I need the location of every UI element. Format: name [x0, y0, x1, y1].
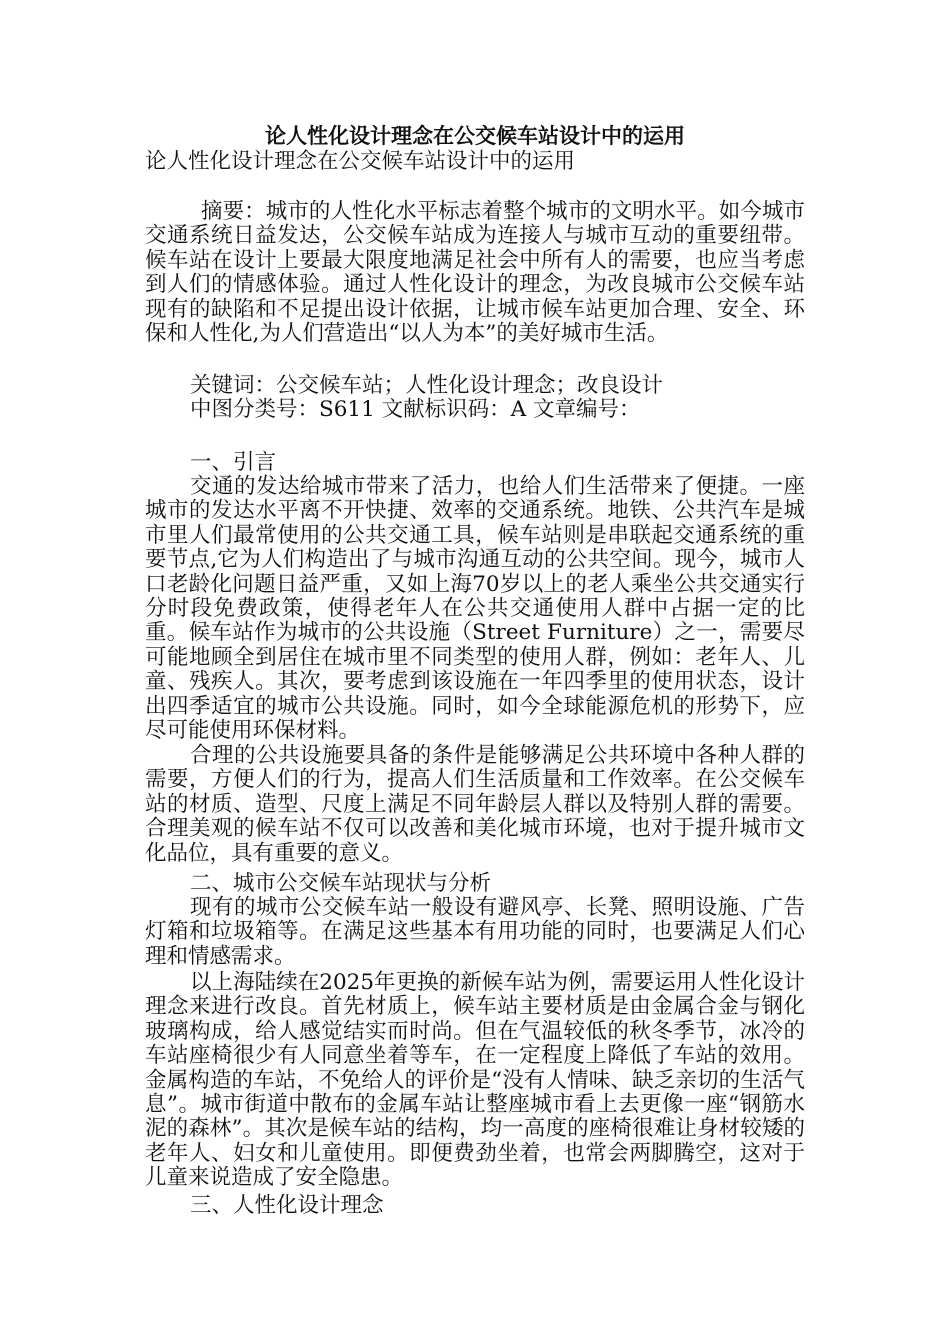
body-paragraph: 以上海陆续在2025年更换的新候车站为例，需要运用人性化设计理念来进行改良。首先材质上，候车站主要材质是由金属合金与钢化玻璃构成，给人感觉结实而时尚。但在气温较低的秋冬季节，冰冷的车站座椅很少有人同意坐着等车，在一定程度上降低了车站的效用。金属构造的车站，不免给人的评价是“没有人情味、缺乏亲切的生活气息”。城市街道中散布的金属车站让整座城市看上去更像一座“钢筋水泥的森林”。其次是候车站的结构，均一高度的座椅很难让身材较矮的老年人、妇女和儿童使用。即便费劲坐着，也常会两脚腾空，这对于儿童来说造成了安全隐患。: [145, 970, 805, 1191]
keywords-line: 关键词：公交候车站；人性化设计理念；改良设计: [190, 373, 664, 398]
section-heading-status-analysis: 二、城市公交候车站现状与分析: [190, 871, 492, 896]
abstract-paragraph: 摘要：城市的人性化水平标志着整个城市的文明水平。如今城市交通系统日益发达，公交候车站成为连接人与城市互动的重要纽带。候车站在设计上要最大限度地满足社会中所有人的需要，也应当考虑到人们的情感体验。通过人性化设计的理念，为改良城市公交候车站现有的缺陷和不足提出设计依据，让城市候车站更加合理、安全、环保和人性化,为人们营造出“以人为本”的美好城市生活。: [145, 199, 805, 347]
document-subtitle: 论人性化设计理念在公交候车站设计中的运用: [145, 149, 576, 174]
document-title: 论人性化设计理念在公交候车站设计中的运用: [265, 123, 685, 148]
section-heading-humanized-design: 三、人性化设计理念: [190, 1193, 384, 1218]
body-paragraph: 交通的发达给城市带来了活力，也给人们生活带来了便捷。一座城市的发达水平离不开快捷、效率的交通系统。地铁、公共汽车是城市里人们最常使用的公共交通工具，候车站则是串联起交通系统的重要节点,它为人们构造出了与城市沟通互动的公共空间。现今，城市人口老龄化问题日益严重，又如上海70岁以上的老人乘坐公共交通实行分时段免费政策，使得老年人在公共交通使用人群中占据一定的比重。候车站作为城市的公共设施（Street Furniture）之一，需要尽可能地顾全到居住在城市里不同类型的使用人群，例如：老年人、儿童、残疾人。其次，要考虑到该设施在一年四季里的使用状态，设计出四季适宜的城市公共设施。同时，如今全球能源危机的形势下，应尽可能使用环保材料。: [145, 474, 805, 744]
body-paragraph: 合理的公共设施要具备的条件是能够满足公共环境中各种人群的需要，方便人们的行为，提高人们生活质量和工作效率。在公交候车站的材质、造型、尺度上满足不同年龄层人群以及特别人群的需要。合理美观的候车站不仅可以改善和美化城市环境，也对于提升城市文化品位，具有重要的意义。: [145, 743, 805, 866]
section-heading-introduction: 一、引言: [190, 450, 277, 475]
body-paragraph: 现有的城市公交候车站一般设有避风亭、长凳、照明设施、广告灯箱和垃圾箱等。在满足这些基本有用功能的同时，也要满足人们心理和情感需求。: [145, 895, 805, 969]
classification-line: 中图分类号：S611 文献标识码：A 文章编号：: [190, 397, 641, 422]
